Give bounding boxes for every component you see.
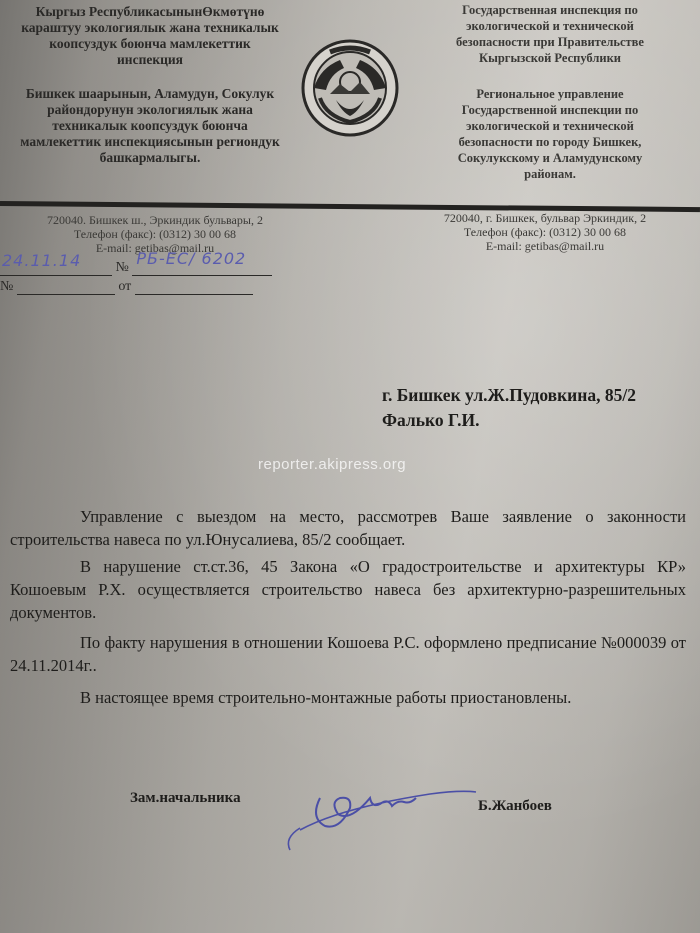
registration-line-1 [0, 249, 272, 276]
body-paragraph [10, 631, 686, 677]
reference-from-label: от [118, 279, 132, 294]
header-kyrgyz-regional [0, 86, 300, 166]
header-line: мамлекеттик инспекциясынын региондук [20, 134, 280, 149]
signatory-title: Зам.начальника [130, 790, 241, 806]
header-line: Сокулукскому и Аламудунскому [457, 151, 643, 165]
addressee-name: Фалько Г.И. [382, 410, 480, 430]
header-russian-regional [400, 86, 700, 182]
date-field [0, 251, 112, 276]
header-line: караштуу экологиялык жана техникалык [21, 20, 279, 35]
header-line: Государственная инспекция по [462, 3, 638, 17]
reference-date-field [135, 280, 253, 295]
contact-address: 720040. Бишкек ш., Эркиндик бульвары, 2 [47, 213, 263, 227]
header-line: техникалык коопсуздук боюнча [52, 118, 248, 133]
contact-email: E-mail: getibas@mail.ru [95, 241, 215, 255]
body-paragraph [10, 686, 686, 709]
header-line: экологической и технической [466, 19, 634, 33]
number-handwritten: РБ-ЕС/ 6202 [136, 249, 247, 268]
addressee-address: г. Бишкек ул.Ж.Пудовкина, 85/2 [382, 385, 636, 405]
watermark: reporter.akipress.org [258, 456, 407, 473]
state-emblem-icon [300, 38, 400, 138]
body-paragraph [10, 555, 686, 624]
header-kyrgyz [0, 4, 300, 166]
header-russian [400, 2, 700, 182]
header-line: инспекция [117, 52, 183, 67]
header-line: коопсуздук боюнча мамлекеттик [49, 36, 251, 51]
header-line: Кыргыз РеспубликасынынӨкмөтүнө [35, 4, 265, 19]
date-handwritten: 24.11.14 [2, 251, 82, 270]
paragraph-text: В настоящее время строительно-монтажные работы приостановлены. [80, 688, 572, 707]
contact-email: E-mail: getibas@mail.ru [485, 239, 605, 253]
header-line: башкармалыгы. [99, 150, 201, 165]
header-line: Государственной инспекции по [461, 103, 639, 117]
header-line: райондорунун экологиялык жана [47, 102, 253, 117]
registration-line-2 [0, 279, 253, 295]
reference-number-label: № [0, 279, 14, 294]
header-line: экологической и технической [466, 119, 634, 133]
paragraph-text: Управление с выездом на место, рассмотрев Ваше заявление о законности строительства навеса по ул.Юнусалиева, 85/2 сообщает. [10, 507, 686, 549]
header-line: безопасности при Правительстве [456, 35, 644, 49]
contact-phone: Телефон (факс): (0312) 30 00 68 [73, 227, 237, 241]
contact-phone: Телефон (факс): (0312) 30 00 68 [463, 225, 627, 239]
contacts-right [395, 211, 695, 253]
header-russian-agency [400, 2, 700, 66]
paragraph-text: По факту нарушения в отношении Кошоева Р.С. оформлено предписание №000039 от 24.11.2014г.. [10, 633, 686, 675]
header-line: безопасности по городу Бишкек, [458, 135, 642, 149]
header-line: районам. [524, 167, 576, 181]
reference-number-field [17, 280, 115, 295]
number-label: № [115, 260, 129, 275]
handwritten-signature [280, 768, 480, 853]
body-paragraph [10, 505, 686, 551]
signatory-name: Б.Жанбоев [478, 798, 552, 814]
header-line: Региональное управление [476, 87, 624, 101]
header-kyrgyz-agency [0, 4, 300, 68]
number-field [132, 249, 272, 276]
contact-address: 720040, г. Бишкек, бульвар Эркиндик, 2 [443, 211, 647, 225]
paragraph-text: В нарушение ст.ст.36, 45 Закона «О градостроительстве и архитектуры КР» Кошоевым Р.Х. осуществляется строительство навеса без архитектурно-разрешительных документов. [10, 557, 686, 622]
header-line: Бишкек шаарынын, Аламудун, Сокулук [25, 86, 275, 101]
header-line: Кыргызской Республики [479, 51, 621, 65]
